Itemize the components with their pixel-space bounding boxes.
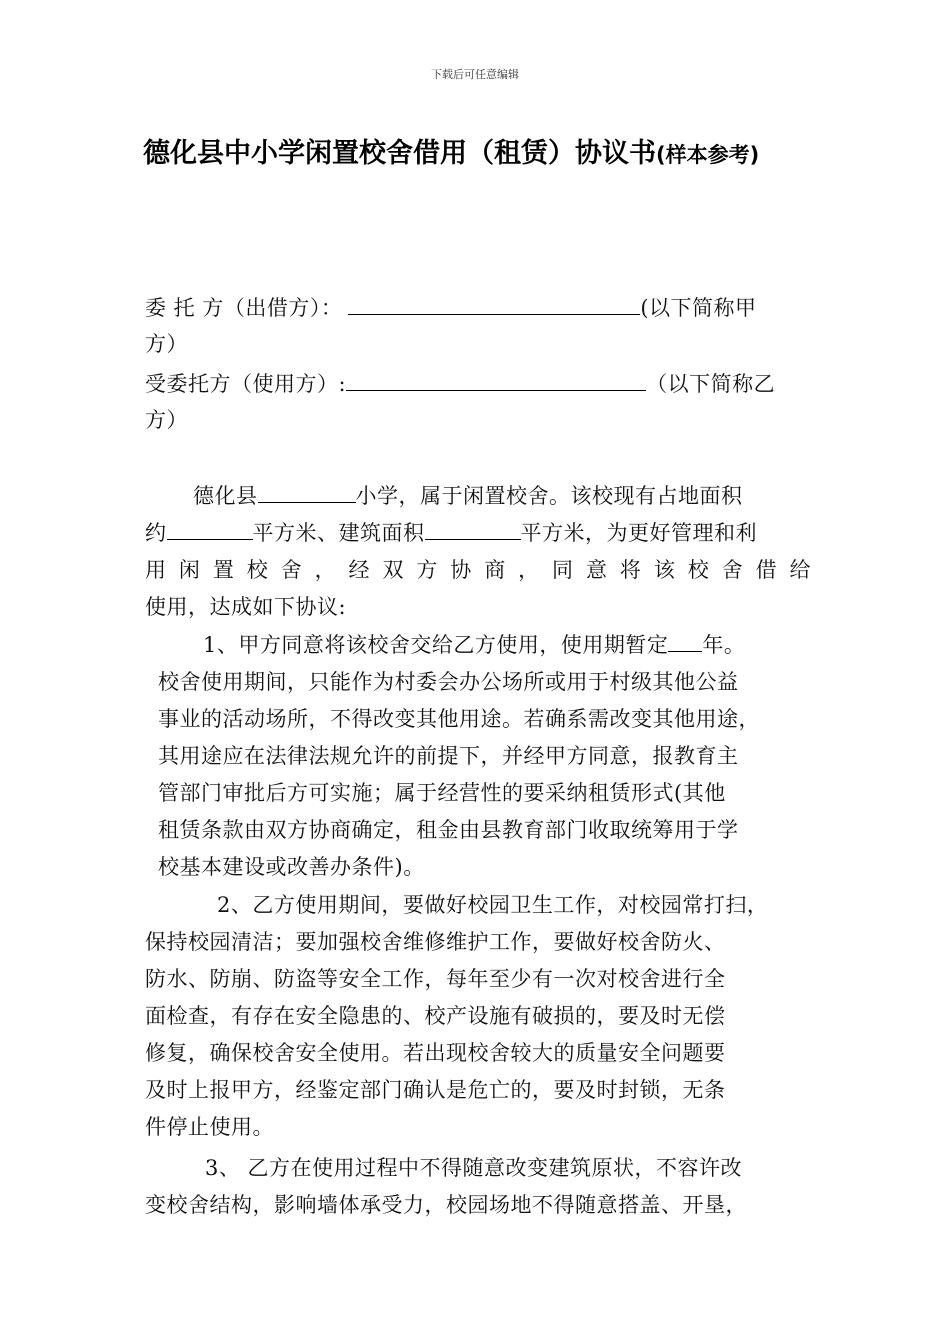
- title-main: 德化县中小学闲置校舍借用（租赁）协议书: [143, 138, 656, 169]
- title-suffix: (样本参考): [656, 143, 760, 167]
- clause-text: 校舍使用期间，只能作为村委会办公场所或用于村级其他公益: [158, 670, 739, 694]
- clause-text: 2、乙方使用期间，要做好校园卫生工作，对校园常打扫，: [217, 893, 769, 917]
- intro-text: 约: [145, 521, 167, 545]
- clause-text: 3、 乙方在使用过程中不得随意改变建筑原状，不容许改: [205, 1156, 743, 1180]
- clause-text: 变校舍结构，影响墙体承受力，校园场地不得随意搭盖、开垦，: [145, 1193, 747, 1217]
- clause-text: 保持校园清洁；要加强校舍维修维护工作，要做好校舍防火、: [145, 930, 726, 954]
- header-note: 下载后可任意编辑: [431, 68, 519, 81]
- intro-text: 使用，达成如下协议:: [145, 595, 347, 619]
- clause-1: [158, 627, 814, 886]
- intro-paragraph: [145, 478, 811, 626]
- party-a-label: 委 托 方（出借方）：: [145, 296, 343, 320]
- party-b-blank: [346, 366, 646, 391]
- intro-text: 用闲置校舍，经双方协商，同意将该校舍借给: [145, 558, 811, 582]
- party-a-line: [145, 290, 815, 362]
- clause-text: 防水、防崩、防盗等安全工作，每年至少有一次对校舍进行全: [145, 967, 726, 991]
- clause-text: 件停止使用。: [145, 1115, 274, 1139]
- term-years-blank: [668, 627, 702, 652]
- clause-text: 面检查，有存在安全隐患的、校产设施有破损的，要及时无偿: [145, 1004, 726, 1028]
- intro-text: 小学，属于闲置校舍。该校现有占地面积: [355, 484, 743, 508]
- clause-text: 其用途应在法律法规允许的前提下，并经甲方同意，报教育主: [158, 744, 739, 768]
- school-name-blank: [258, 478, 356, 503]
- land-area-blank: [167, 515, 253, 540]
- party-a-blank: [348, 290, 640, 315]
- party-a-tail2: 方）: [145, 332, 188, 356]
- intro-text: 平方米、建筑面积: [252, 521, 425, 545]
- party-b-line: [145, 366, 815, 438]
- clause-text: 校基本建设或改善办条件)。: [158, 855, 425, 879]
- clause-3: [145, 1150, 817, 1224]
- intro-text: 平方米，为更好管理和利: [520, 521, 757, 545]
- clause-text: 事业的活动场所，不得改变其他用途。若确系需改变其他用途，: [158, 707, 760, 731]
- clause-text: 年。: [702, 633, 746, 657]
- party-a-tail1: (以下简称甲: [640, 296, 757, 320]
- clause-text: 及时上报甲方，经鉴定部门确认是危亡的，要及时封锁，无条: [145, 1078, 726, 1102]
- clause-text: 1、甲方同意将该校舍交给乙方使用，使用期暂定: [203, 633, 669, 657]
- building-area-blank: [425, 515, 521, 540]
- clause-2: [145, 887, 817, 1146]
- intro-text: 德化县: [193, 484, 258, 508]
- party-b-tail2: 方）: [145, 408, 188, 432]
- document-title: [143, 130, 815, 179]
- clause-text: 管部门审批后方可实施；属于经营性的要采纳租赁形式(其他: [158, 781, 726, 805]
- clause-text: 租赁条款由双方协商确定，租金由县教育部门收取统筹用于学: [158, 818, 739, 842]
- clause-text: 修复，确保校舍安全使用。若出现校舍较大的质量安全问题要: [145, 1041, 726, 1065]
- party-b-tail1: （以下简称乙: [646, 372, 776, 396]
- party-b-label: 受委托方（使用方）:: [145, 372, 347, 396]
